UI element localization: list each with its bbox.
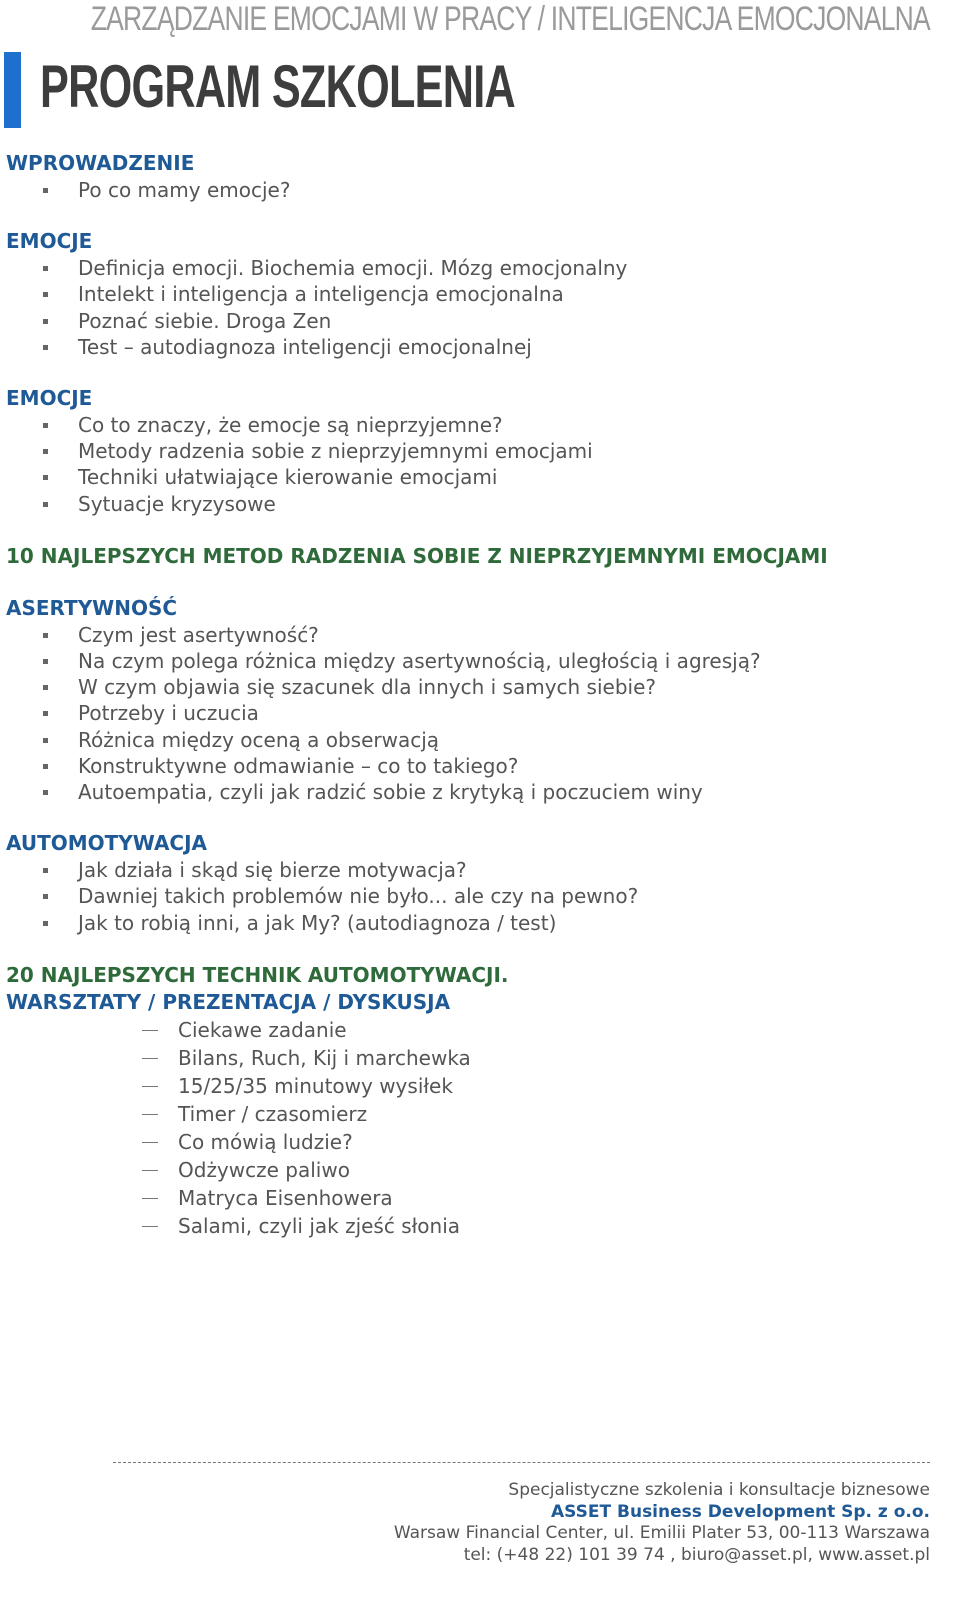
technique-list [6, 1016, 946, 1240]
list-item: Jak to robią inni, a jak My? (autodiagnoza / test) [6, 910, 946, 936]
list-item: Ciekawe zadanie [6, 1016, 946, 1044]
list-item: Dawniej takich problemów nie było... ale czy na pewno? [6, 883, 946, 909]
list-item: Salami, czyli jak zjeść słonia [6, 1212, 946, 1240]
list-item: Jak działa i skąd się bierze motywacja? [6, 857, 946, 883]
list-item: 15/25/35 minutowy wysiłek [6, 1072, 946, 1100]
list-item: Sytuacje kryzysowe [6, 491, 946, 517]
section-list [6, 255, 946, 360]
list-item: Potrzeby i uczucia [6, 700, 946, 726]
accent-bar [4, 52, 21, 128]
footer-contact: tel: (+48 22) 101 39 74 , biuro@asset.pl, www.asset.pl [463, 1544, 930, 1565]
list-item: Co to znaczy, że emocje są nieprzyjemne? [6, 412, 946, 438]
list-item: Autoempatia, czyli jak radzić sobie z krytyką i poczuciem winy [6, 779, 946, 805]
list-item: W czym objawia się szacunek dla innych i samych siebie? [6, 674, 946, 700]
list-item: Timer / czasomierz [6, 1100, 946, 1128]
list-item: Intelekt i inteligencja a inteligencja emocjonalna [6, 281, 946, 307]
footer-address: Warsaw Financial Center, ul. Emilii Plater 53, 00-113 Warszawa [393, 1523, 930, 1543]
section-heading: EMOCJE [6, 386, 93, 411]
section-heading: 10 NAJLEPSZYCH METOD RADZENIA SOBIE Z NIEPRZYJEMNYMI EMOCJAMI [6, 543, 828, 568]
section-list [6, 412, 946, 517]
list-item: Różnica między oceną a obserwacją [6, 727, 946, 753]
list-item: Definicja emocji. Biochemia emocji. Mózg emocjonalny [6, 255, 946, 281]
list-item: Bilans, Ruch, Kij i marchewka [6, 1044, 946, 1072]
footer-divider [113, 1462, 930, 1463]
section-list [6, 857, 946, 936]
footer-tagline: Specjalistyczne szkolenia i konsultacje biznesowe [508, 1480, 930, 1500]
footer [394, 1480, 930, 1566]
document-subtitle: ZARZĄDZANIE EMOCJAMI W PRACY / INTELIGENCJA EMOCJONALNA [90, 0, 930, 38]
list-item: Techniki ułatwiające kierowanie emocjami [6, 464, 946, 490]
section-heading: WPROWADZENIE [6, 151, 195, 175]
section-list [6, 622, 946, 805]
footer-company: ASSET Business Development Sp. z o.o. [551, 1501, 930, 1522]
list-item: Konstruktywne odmawianie – co to takiego? [6, 753, 946, 779]
list-item: Metody radzenia sobie z nieprzyjemnymi emocjami [6, 438, 946, 464]
program-content [6, 150, 946, 1240]
section-list [6, 177, 946, 203]
list-item: Matryca Eisenhowera [6, 1184, 946, 1212]
list-item: Czym jest asertywność? [6, 622, 946, 648]
list-item: Co mówią ludzie? [6, 1128, 946, 1156]
list-item: Poznać siebie. Droga Zen [6, 308, 946, 334]
section-heading: AUTOMOTYWACJA [6, 831, 208, 856]
list-item: Odżywcze paliwo [6, 1156, 946, 1184]
page-title: PROGRAM SZKOLENIA [40, 53, 515, 120]
section-heading: ASERTYWNOŚĆ [6, 595, 178, 620]
section-subheading: WARSZTATY / PREZENTACJA / DYSKUSJA [6, 989, 451, 1014]
section-heading: EMOCJE [6, 229, 93, 254]
list-item: Po co mamy emocje? [6, 177, 946, 203]
section-heading: 20 NAJLEPSZYCH TECHNIK AUTOMOTYWACJI. [6, 962, 509, 987]
list-item: Test – autodiagnoza inteligencji emocjonalnej [6, 334, 946, 360]
list-item: Na czym polega różnica między asertywnością, uległością i agresją? [6, 648, 946, 674]
